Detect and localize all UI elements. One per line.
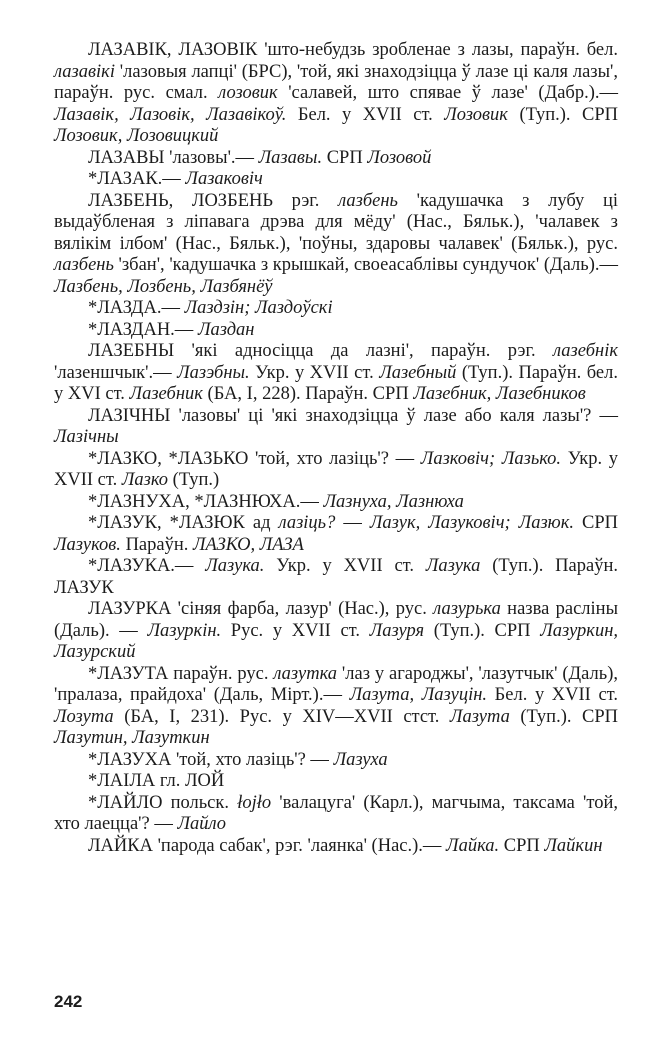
dictionary-entry (54, 556, 618, 599)
entry-italic-text: Лазута, Лазуцін. (349, 685, 488, 705)
entry-italic-text: Лазутин, Лазуткин (54, 728, 210, 748)
entry-italic-text: Лазаковіч (185, 169, 263, 189)
entry-text: Бел. у XVII ст. (286, 104, 445, 125)
entry-italic-text: Лазебник, Лазебников (413, 384, 586, 404)
entry-italic-text: Лазэбны. (177, 362, 250, 383)
entry-italic-text: Лазнуха, Лазнюха (323, 491, 464, 512)
entry-text: СРП (322, 147, 368, 168)
entry-text: ЛАЗЕБНЫ 'які адносіцца да лазні', параўн. рэг. (88, 341, 553, 361)
dictionary-entry (54, 298, 618, 320)
entry-italic-text: Лозовик, Лозовицкий (54, 126, 219, 146)
entry-text: 'кадушачка з лубу ці выдаўбленая з ліпавага дрэва для мёду' (Нас., Бяльк.), 'чалавек з вялікім ілбом' (Нас., Бяльк.), 'поўны, здаровы чалавек' (Бяльк.), рус. (54, 190, 619, 254)
entry-text: — (335, 513, 370, 533)
entry-italic-text: Лазічны (54, 427, 119, 447)
entry-text: 'лаз у агароджы', 'лазутчык' (Даль), 'пралаза, прайдоха' (Даль, Мірт.).— (54, 663, 618, 705)
entry-text: (Туп.). Параўн. бел. у XVI ст. (54, 362, 618, 404)
entry-text: 'лазовыя лапці' (БРС), 'той, які знаходзіцца ў лазе ці каля лазы', параўн. рус. смал. (54, 61, 618, 103)
entry-italic-text: Лазко (121, 470, 169, 490)
dictionary-entry (54, 771, 618, 793)
entry-text: *ЛАЗУТА параўн. рус. (88, 663, 274, 684)
entry-italic-text: Лаздзін; Лаздоўскі (184, 298, 333, 318)
entry-text: СРП (574, 513, 618, 533)
entry-text: *ЛАЗНУХА, *ЛАЗНЮХА.— (88, 491, 324, 512)
entry-text: Укр. у XVII ст. (54, 448, 618, 490)
dictionary-entry (54, 191, 618, 299)
entry-text: ЛАЗІЧНЫ 'лазовы' ці 'які знаходзіцца ў лазе або каля лазы'? — (88, 405, 618, 426)
entry-text: *ЛАЗУК, *ЛАЗЮК ад (88, 513, 279, 533)
entry-italic-text: лазурька (433, 599, 501, 619)
entry-text: СРП (499, 835, 545, 856)
entry-text: *ЛАЗУКА.— (88, 556, 206, 576)
entry-text: Укр. у XVII ст. (249, 362, 380, 383)
entry-text: ЛАЗАВІК, ЛАЗОВІК 'што-небудзь зробленае з лазы, параўн. бел. (88, 40, 618, 60)
entry-text: (БА, І, 231). Рус. у XIV—XVII стст. (113, 706, 450, 727)
entry-text: *ЛАЙЛО польск. (88, 792, 238, 813)
entry-text: (Туп.). Параўн. ЛАЗУК (54, 556, 618, 598)
entry-italic-text: лазбень (54, 255, 114, 275)
entry-text: Рус. у XVII ст. (221, 620, 370, 641)
dictionary-entry (54, 492, 618, 514)
entry-text: назва расліны (Даль). — (54, 599, 618, 641)
entry-text: *ЛАЗДАН.— (88, 319, 198, 340)
entry-italic-text: Лозута (54, 706, 114, 727)
entry-italic-text: Лайка. (446, 835, 500, 856)
entry-italic-text: Лазебный (379, 362, 457, 383)
entry-text: 'валацуга' (Карл.), магчыма, таксама 'той, хто лаецца'? — (54, 792, 618, 834)
entry-italic-text: лазбень (338, 190, 398, 211)
entry-text: (Туп.). СРП (424, 620, 541, 641)
entry-text: Бел. у XVII ст. (487, 685, 618, 705)
entry-text: *ЛАІЛА гл. ЛОЙ (88, 771, 225, 791)
dictionary-entry (54, 341, 618, 406)
dictionary-entry (54, 599, 618, 664)
entry-italic-text: Лазуркин, Лазурский (54, 620, 619, 662)
entry-text: *ЛАЗКО, *ЛАЗЬКО 'той, хто лазіць'? — (88, 448, 421, 469)
page-number: 242 (54, 992, 83, 1011)
entry-italic-text: лазіць? (278, 513, 336, 533)
dictionary-column (54, 40, 618, 857)
entry-text: ЛАЗБЕНЬ, ЛОЗБЕНЬ рэг. (88, 190, 339, 211)
entry-text: (БА, І, 228). Параўн. СРП (202, 384, 414, 404)
entry-italic-text: Лазуркін. (147, 620, 222, 641)
entry-italic-text: ЛАЗКО, ЛАЗА (193, 534, 304, 555)
entry-text: *ЛАЗДА.— (88, 298, 185, 318)
entry-text: 'збан', 'кадушачка з крышкай, своеасаблівы сундучок' (Даль).— (113, 255, 618, 275)
entry-text: ЛАЗУРКА 'сіняя фарба, лазур' (Нас.), рус. (88, 599, 434, 619)
entry-italic-text: лозовик (218, 83, 278, 103)
dictionary-entry (54, 449, 618, 492)
entry-italic-text: Лазавік, Лазовік, Лазавікоў. (54, 104, 287, 125)
entry-text: 'салавей, што спявае ў лазе' (Дабр.).— (277, 83, 618, 103)
entry-italic-text: Лазуха (333, 749, 388, 770)
entry-text: ЛАЙКА 'парода сабак', рэг. 'лаянка' (Нас.).— (88, 835, 447, 856)
dictionary-entry (54, 148, 618, 170)
entry-italic-text: Лазук, Лазуковіч; Лазюк. (369, 513, 574, 533)
dictionary-entry (54, 320, 618, 342)
dictionary-entry (54, 750, 618, 772)
dictionary-entry (54, 836, 618, 858)
entry-italic-text: Лазуков. (54, 534, 121, 555)
entry-italic-text: Лайло (177, 814, 227, 834)
dictionary-entry (54, 406, 618, 449)
entry-italic-text: Лаздан (197, 319, 255, 340)
entry-text: *ЛАЗУХА 'той, хто лазіць'? — (88, 749, 334, 770)
entry-italic-text: Лайкин (544, 835, 603, 856)
entry-italic-text: Лазавы. (258, 147, 323, 168)
dictionary-entry (54, 664, 618, 750)
entry-text: (Туп.). СРП (507, 104, 619, 125)
entry-italic-text: Лазута (449, 706, 510, 727)
entry-text: (Туп.). СРП (509, 706, 619, 727)
entry-italic-text: Лазебник (129, 384, 203, 404)
entry-italic-text: лазебнік (552, 341, 618, 361)
entry-text: Параўн. (120, 534, 193, 555)
entry-italic-text: лазавікі (54, 61, 115, 82)
entry-text: Укр. у XVII ст. (264, 556, 426, 576)
entry-italic-text: лазутка (273, 663, 338, 684)
entry-italic-text: Лазука (425, 556, 481, 576)
entry-text: 'лазеншчык'.— (54, 362, 178, 383)
entry-italic-text: Лазковіч; Лазько. (420, 448, 562, 469)
dictionary-entry (54, 513, 618, 556)
entry-italic-text: Лазбень, Лозбень, Лазбянёў (54, 276, 273, 297)
entry-italic-text: Лозовой (367, 147, 432, 168)
entry-text: *ЛАЗАК.— (88, 169, 186, 189)
entry-text: (Туп.) (168, 470, 220, 490)
dictionary-entry (54, 793, 618, 836)
entry-italic-text: łojło (237, 792, 272, 813)
dictionary-entry (54, 40, 618, 148)
entry-italic-text: Лазуря (369, 620, 425, 641)
entry-italic-text: Лазука. (205, 556, 265, 576)
entry-text: ЛАЗАВЫ 'лазовы'.— (88, 147, 259, 168)
entry-italic-text: Лозовик (444, 104, 508, 125)
dictionary-entry (54, 169, 618, 191)
